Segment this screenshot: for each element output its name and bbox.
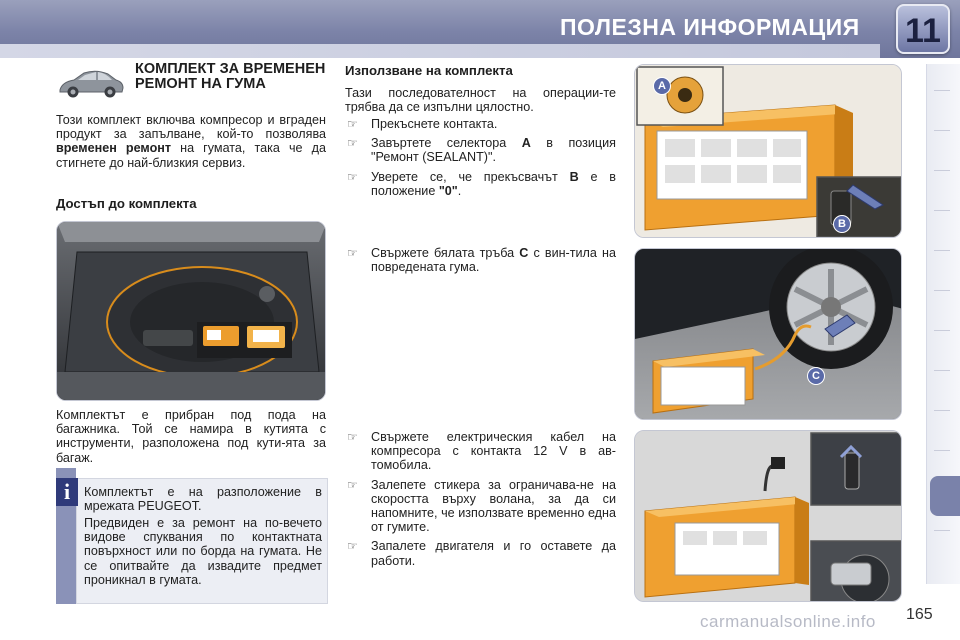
rail-tick [934,450,950,451]
chapter-side-tab[interactable] [930,476,960,516]
step-text-end: в позиция "Ремонт (SEALANT)". [371,136,616,165]
step-text-end: с вин-тила на повредената гума. [371,246,616,275]
step-turn-selector [345,136,616,164]
pointing-hand-icon: ☞ [347,430,358,444]
rail-tick [934,170,950,171]
info-paragraph-2: Предвиден е за ремонт на по-вечето видове спуквания по контактната повърхност или по борда на гумата. Не се опитвайте да извадите предмет проникнал в гумата. [84,516,322,587]
rail-tick [934,370,950,371]
step-connect-tube [345,246,616,274]
rail-tick [934,410,950,411]
tire-connection-photo [634,248,902,420]
pointing-hand-icon: ☞ [347,477,358,492]
step-list-2 [345,246,616,279]
usage-heading: Използване на комплекта [345,63,513,78]
kit-controls-photo [634,64,902,238]
page-number: 165 [906,606,933,623]
step-text-end: . [457,183,462,198]
step-label: A [521,136,531,151]
step-list-3 [345,430,616,573]
step-text: Залепете стикера за ограничава-не на скоростта върху волана, за да си напомните, че използвате временно една от гумите. [371,477,616,535]
pointing-hand-icon: ☞ [347,117,358,131]
chapter-badge [896,4,950,54]
watermark: carmanualsonline.info [700,612,876,631]
step-apply-sticker [345,478,616,535]
step-text: Уверете се, че прекъсвачът [371,169,570,184]
page-title: ПОЛЕЗНА ИНФОРМАЦИЯ [560,14,860,40]
callout-c: C [807,367,825,385]
step-text: Свържете електрическия кабел на компресора с контакта 12 V в ав-томобила. [371,430,616,473]
kit-controls-illustration [635,65,902,238]
step-check-switch [345,170,616,198]
step-label: B [569,169,579,184]
step-switch-off [345,117,616,131]
rail-tick [934,90,950,91]
location-paragraph: Комплектът е прибран под пода на багажника. Той се намира в кутията с инструменти, разположена под кути-ята за багаж. [56,408,326,465]
step-list-1 [345,117,616,203]
callout-a: A [653,77,671,95]
step-text: Свържете бялата тръба [371,246,520,260]
trunk-illustration [57,222,326,401]
info-icon: i [56,478,78,506]
step-start-engine [345,539,616,567]
rail-tick [934,210,950,211]
section-title: КОМПЛЕКТ ЗА ВРЕМЕНЕН РЕМОНТ НА ГУМА [135,61,326,92]
pointing-hand-icon: ☞ [347,136,358,151]
rail-tick [934,130,950,131]
step-text: Запалете двигателя и го оставете да работи. [371,539,616,568]
pointing-hand-icon: ☞ [347,169,358,184]
power-connection-photo [634,430,902,602]
tire-connection-illustration [635,249,902,420]
power-connection-illustration [635,431,902,602]
rail-tick [934,250,950,251]
intro-text: Този комплект включва компресор и вграден продукт за запълване, кой-то позволява [56,113,326,142]
info-paragraph-1: Комплектът е на разположение в мрежата PEUGEOT. [84,485,322,514]
car-icon [56,66,126,100]
access-heading: Достъп до комплекта [56,196,197,211]
chapter-number: 11 [905,12,941,50]
pointing-hand-icon: ☞ [347,539,358,554]
header-underline [0,44,880,58]
intro-paragraph [56,113,326,170]
step-value: "0" [438,183,458,198]
intro-text-end: на гумата, така че да стигнете до най-близкия сервиз. [56,141,326,170]
step-text: Прекъснете контакта. [371,117,498,131]
step-text-mid: е в положение [371,169,616,198]
trunk-photo [56,221,326,401]
step-connect-cable [345,430,616,473]
callout-b: B [833,215,851,233]
step-text: Завъртете селектора [371,136,522,151]
intro-bold: временен ремонт [56,141,172,156]
rail-tick [934,290,950,291]
rail-tick [934,530,950,531]
step-label: C [519,246,529,260]
pointing-hand-icon: ☞ [347,246,358,260]
rail-tick [934,330,950,331]
usage-intro: Тази последователност на операции-те трябва да се изпълни цялостно. [345,86,616,115]
